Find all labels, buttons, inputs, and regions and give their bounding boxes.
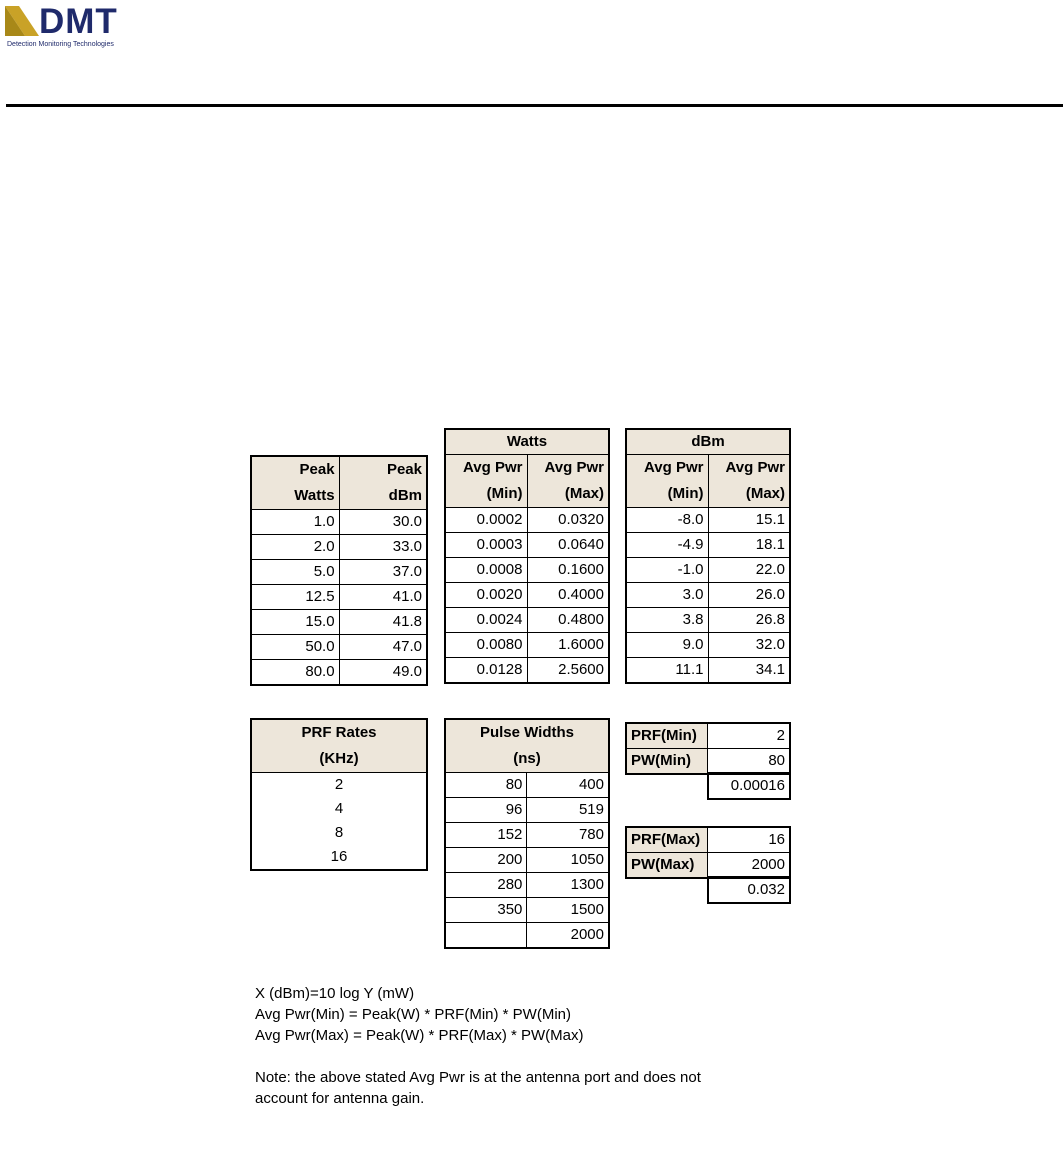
table-row [626,827,790,853]
pw-min-value: 80 [708,749,790,775]
prf-rates-table [250,718,428,871]
table-row [626,749,790,775]
table-row [251,797,427,821]
table-row [251,535,427,560]
prf-max-value: 16 [708,827,790,853]
table-cell: -4.9 [626,533,708,558]
table-cell: 15.1 [708,508,790,533]
table-cell: 32.0 [708,633,790,658]
table-cell: 350 [445,898,527,923]
table-cell: 80 [445,773,527,798]
table-row [626,533,790,558]
table-row [445,898,609,923]
table-cell: 3.8 [626,608,708,633]
table-cell: 400 [527,773,609,798]
note-line-2: account for antenna gain. [255,1090,425,1107]
table-cell: 12.5 [251,585,339,610]
table-row [445,558,609,583]
header-peak-dbm-1: Peak [339,456,427,483]
table-cell: 2.5600 [527,658,609,684]
table-row [445,773,609,798]
table-cell: 0.0003 [445,533,527,558]
table-cell: 0.0320 [527,508,609,533]
table-cell: 0.4000 [527,583,609,608]
table-row [445,658,609,684]
table-row [445,923,609,949]
table-cell: 9.0 [626,633,708,658]
calc-max-table [625,826,791,879]
table-row [445,508,609,533]
pulse-widths-table [444,718,610,949]
table-cell: 0.0640 [527,533,609,558]
table-cell: 49.0 [339,660,427,686]
header-avg-pwr-max-2: (Max) [708,481,790,508]
header-prf-rates: PRF Rates [251,719,427,746]
table-cell: 37.0 [339,560,427,585]
table-row [251,585,427,610]
pw-max-value: 2000 [708,853,790,879]
table-cell: 30.0 [339,510,427,535]
table-cell: 3.0 [626,583,708,608]
table-cell: 47.0 [339,635,427,660]
table-cell: 0.0128 [445,658,527,684]
table-row [626,853,790,879]
table-cell: 0.0024 [445,608,527,633]
table-cell: 0.1600 [527,558,609,583]
formula-dbm: X (dBm)=10 log Y (mW) [255,985,415,1002]
table-row [445,848,609,873]
table-cell: 34.1 [708,658,790,684]
table-cell: 16 [330,848,348,865]
table-cell: 5.0 [251,560,339,585]
table-cell: 2 [334,776,344,793]
table-cell: -8.0 [626,508,708,533]
table-cell: 280 [445,873,527,898]
table-row [445,583,609,608]
table-cell: 0.4800 [527,608,609,633]
table-row [445,873,609,898]
table-cell: 18.1 [708,533,790,558]
table-cell: 8 [334,824,344,841]
table-cell [445,923,527,949]
logo-text: DMT [39,2,118,41]
table-row [445,823,609,848]
table-row [626,723,790,749]
header-avg-pwr-max-1: Avg Pwr [708,455,790,482]
table-row [626,558,790,583]
table-row [626,608,790,633]
table-cell: 200 [445,848,527,873]
table-row [626,583,790,608]
table-cell: 41.0 [339,585,427,610]
table-cell: 0.0002 [445,508,527,533]
table-row [251,845,427,870]
logo-mark-icon [5,6,39,36]
table-row [251,821,427,845]
header-peak-dbm-2: dBm [339,483,427,510]
calc-min-table [625,722,791,775]
table-cell: 1500 [527,898,609,923]
calc-max-result [707,876,791,904]
table-cell: 11.1 [626,658,708,684]
header-peak-watts-2: Watts [251,483,339,510]
table-row [251,560,427,585]
table-cell: 2.0 [251,535,339,560]
spacer [255,1046,701,1067]
table-cell: 1300 [527,873,609,898]
header-peak-watts-1: Peak [251,456,339,483]
dbm-title: dBm [626,429,790,455]
table-cell: 2000 [527,923,609,949]
table-cell: 96 [445,798,527,823]
table-cell: 1.6000 [527,633,609,658]
table-cell: 15.0 [251,610,339,635]
table-row [251,510,427,535]
table-cell: 26.8 [708,608,790,633]
prf-min-value: 2 [708,723,790,749]
header-avg-pwr-min-2: (Min) [626,481,708,508]
pw-min-label: PW(Min) [626,749,708,775]
table-row [626,633,790,658]
formula-avg-pwr-max: Avg Pwr(Max) = Peak(W) * PRF(Max) * PW(Max) [255,1027,584,1044]
table-row [445,533,609,558]
table-row [251,773,427,798]
table-row [251,660,427,686]
watts-table [444,428,610,684]
table-row [626,658,790,684]
table-cell: 0.0008 [445,558,527,583]
peak-table [250,455,428,686]
table-row [445,608,609,633]
header-prf-unit: (KHz) [251,746,427,773]
watts-title: Watts [445,429,609,455]
header-pulse-widths: Pulse Widths [445,719,609,746]
table-cell: 152 [445,823,527,848]
formula-avg-pwr-min: Avg Pwr(Min) = Peak(W) * PRF(Min) * PW(Min) [255,1006,571,1023]
table-cell: 4 [334,800,344,817]
table-cell: 0.0080 [445,633,527,658]
header-pulse-unit: (ns) [445,746,609,773]
table-cell: 0.0020 [445,583,527,608]
formula-notes [255,983,701,1109]
table-cell: 33.0 [339,535,427,560]
max-result-value: 0.032 [708,877,790,903]
calc-min-result [707,772,791,800]
logo-tagline: Detection Monitoring Technologies [7,41,114,48]
header-avg-pwr-max-2: (Max) [527,481,609,508]
min-result-value: 0.00016 [708,773,790,799]
table-cell: 80.0 [251,660,339,686]
table-row [445,633,609,658]
dbm-table [625,428,791,684]
prf-max-label: PRF(Max) [626,827,708,853]
table-cell: 519 [527,798,609,823]
table-cell: 1050 [527,848,609,873]
table-cell: -1.0 [626,558,708,583]
table-cell: 50.0 [251,635,339,660]
table-cell: 1.0 [251,510,339,535]
table-cell: 780 [527,823,609,848]
table-row [251,610,427,635]
table-row [445,798,609,823]
table-cell: 41.8 [339,610,427,635]
note-line-1: Note: the above stated Avg Pwr is at the antenna port and does not [255,1069,701,1086]
table-row [626,508,790,533]
table-row [251,635,427,660]
table-cell: 22.0 [708,558,790,583]
pw-max-label: PW(Max) [626,853,708,879]
header-avg-pwr-max-1: Avg Pwr [527,455,609,482]
header-avg-pwr-min-1: Avg Pwr [626,455,708,482]
header-avg-pwr-min-2: (Min) [445,481,527,508]
company-logo [5,2,135,50]
table-cell: 26.0 [708,583,790,608]
prf-min-label: PRF(Min) [626,723,708,749]
header-rule [6,104,1063,107]
header-avg-pwr-min-1: Avg Pwr [445,455,527,482]
